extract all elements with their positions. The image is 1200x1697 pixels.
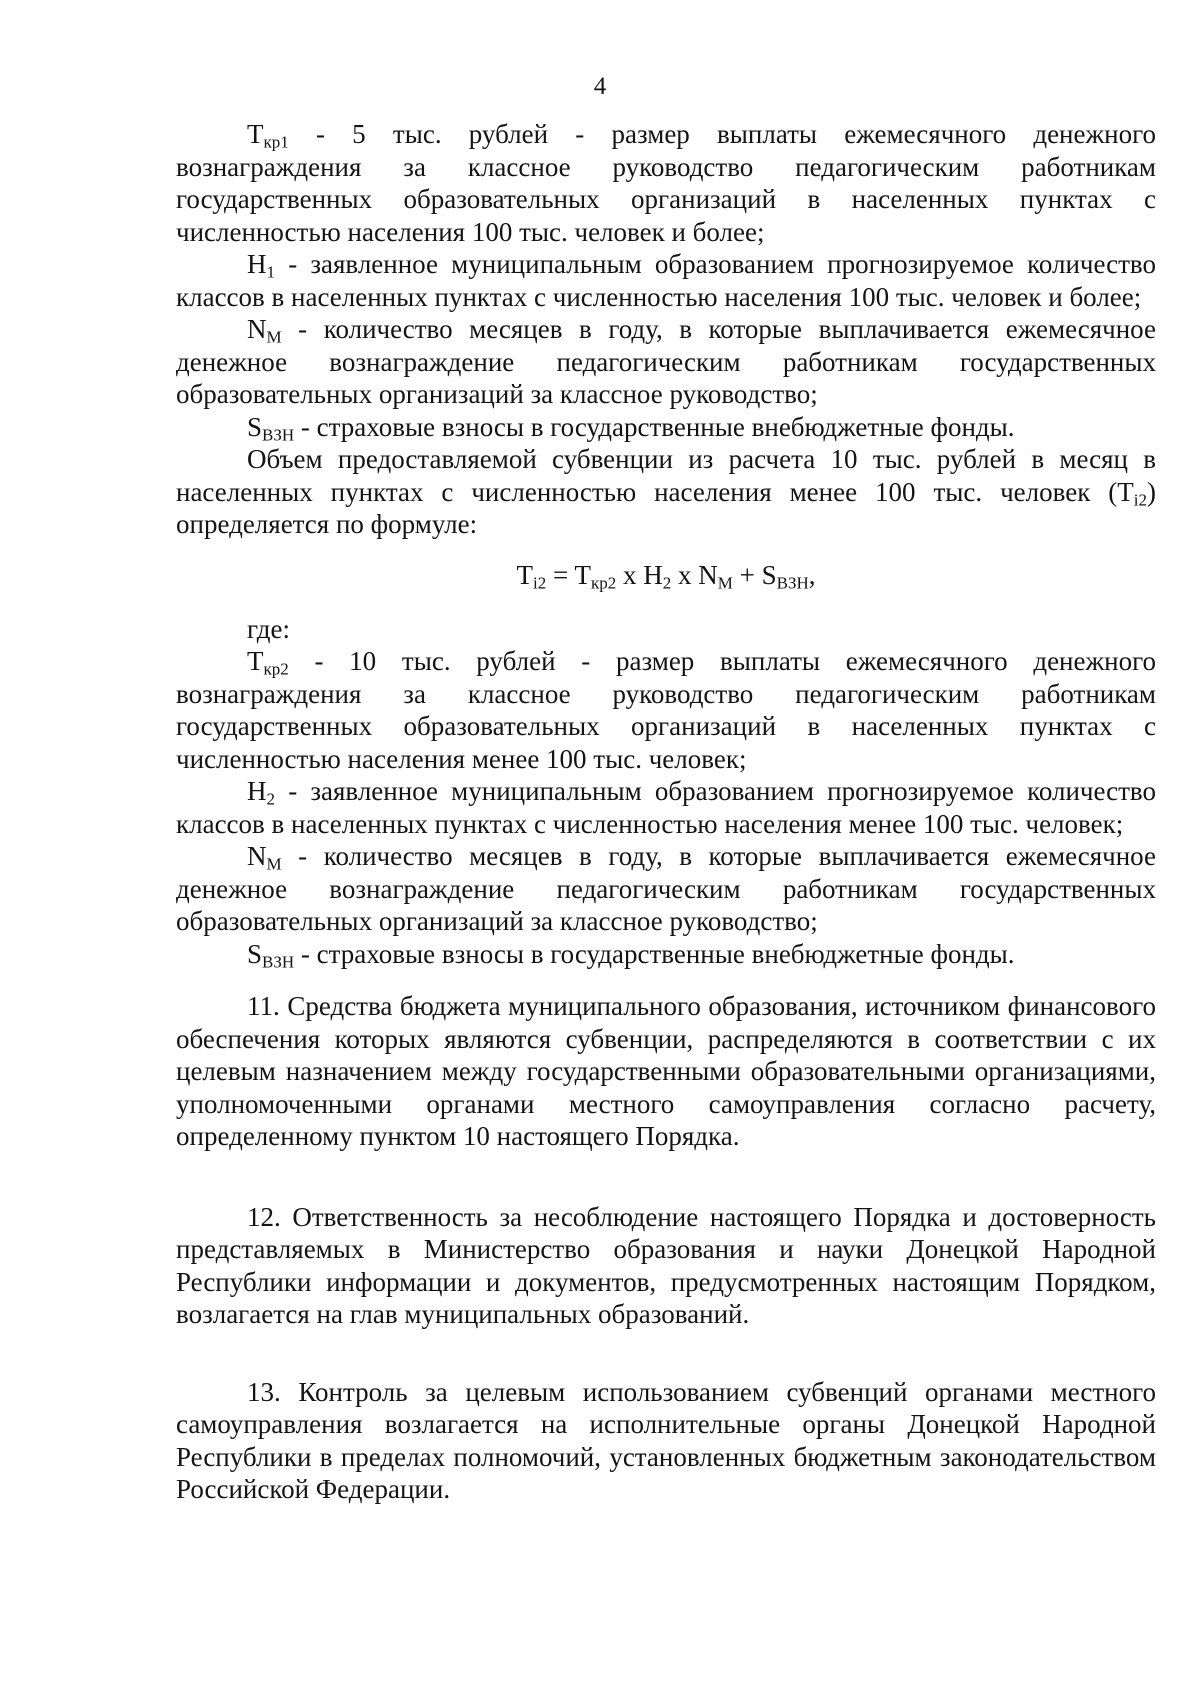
definition-svzn-2: $S_{ВЗН}$ - страховые взносы в государственные внебюджетные фонды. — [247, 938, 1015, 971]
definition-nm-2: $N_M$ - количество месяцев в году, в которые выплачивается ежемесячное денежное вознаграждение педагогическим работникам государственных образовательных организаций за классное руководство; — [176, 841, 1156, 936]
item-12: 12. Ответственность за несоблюдение настоящего Порядка и достоверность представляемых в Министерство образования и науки Донецкой Народной Республики информации и документов, предусмотренных настоящим Порядком, возлагается на глав муниципальных образований. — [176, 1201, 1156, 1329]
where-label: где: — [247, 613, 290, 644]
definition-h1: $Н_1$ - заявленное муниципальным образованием прогнозируемое количество классов в населенных пунктах с численностью населения 100 тыс. человек и более; — [176, 249, 1156, 312]
definition-tkr2: $T_{кр2} - 10$ тыс. рублей - размер выплаты ежемесячного денежного вознаграждения за классное руководство педагогическим работникам государственных образовательных организаций в населенных пунктах с численностью населения менее 100 тыс. человек; — [176, 646, 1156, 774]
item-13: 13. Контроль за целевым использованием субвенций органами местного самоуправления возлагается на исполнительные органы Донецкой Народной Республики в пределах полномочий, установленных бюджетным законодательством Российской Федерации. — [176, 1376, 1156, 1504]
definition-nm: $N_M$ - количество месяцев в году, в которые выплачивается ежемесячное денежное вознаграждение педагогическим работникам государственных образовательных организаций за классное руководство; — [176, 314, 1156, 409]
formula-intro: Объем предоставляемой субвенции из расчета 10 тыс. рублей в месяц в населенных пунктах с численностью населения менее 100 тыс. человек $(T_{i2})$ определяется по формуле: — [176, 444, 1156, 539]
formula: $T_{i2} = T_{кр2}$ х $Н_2$ х $N_M + S_{ВЗН}$, — [516, 559, 816, 592]
definition-svzn: $S_{ВЗН}$ - страховые взносы в государственные внебюджетные фонды. — [247, 411, 1015, 444]
document-body — [176, 118, 1156, 1506]
definition-tkr1: $T_{кр1} - 5$ тыс. рублей - размер выплаты ежемесячного денежного вознаграждения за классное руководство педагогическим работникам государственных образовательных организаций в населенных пунктах с численностью населения 100 тыс. человек и более; — [176, 119, 1156, 247]
definition-h2: $Н_2$ - заявленное муниципальным образованием прогнозируемое количество классов в населенных пунктах с численностью населения менее 100 тыс. человек; — [176, 776, 1156, 839]
page-number: 4 — [593, 73, 607, 100]
item-11: 11. Средства бюджета муниципального образования, источником финансового обеспечения которых являются субвенции, распределяются в соответствии с их целевым назначением между государственными образовательными организациями, уполномоченными органами местного самоуправления согласно расчету, определенному пунктом 10 настоящего Порядка. — [176, 991, 1156, 1151]
